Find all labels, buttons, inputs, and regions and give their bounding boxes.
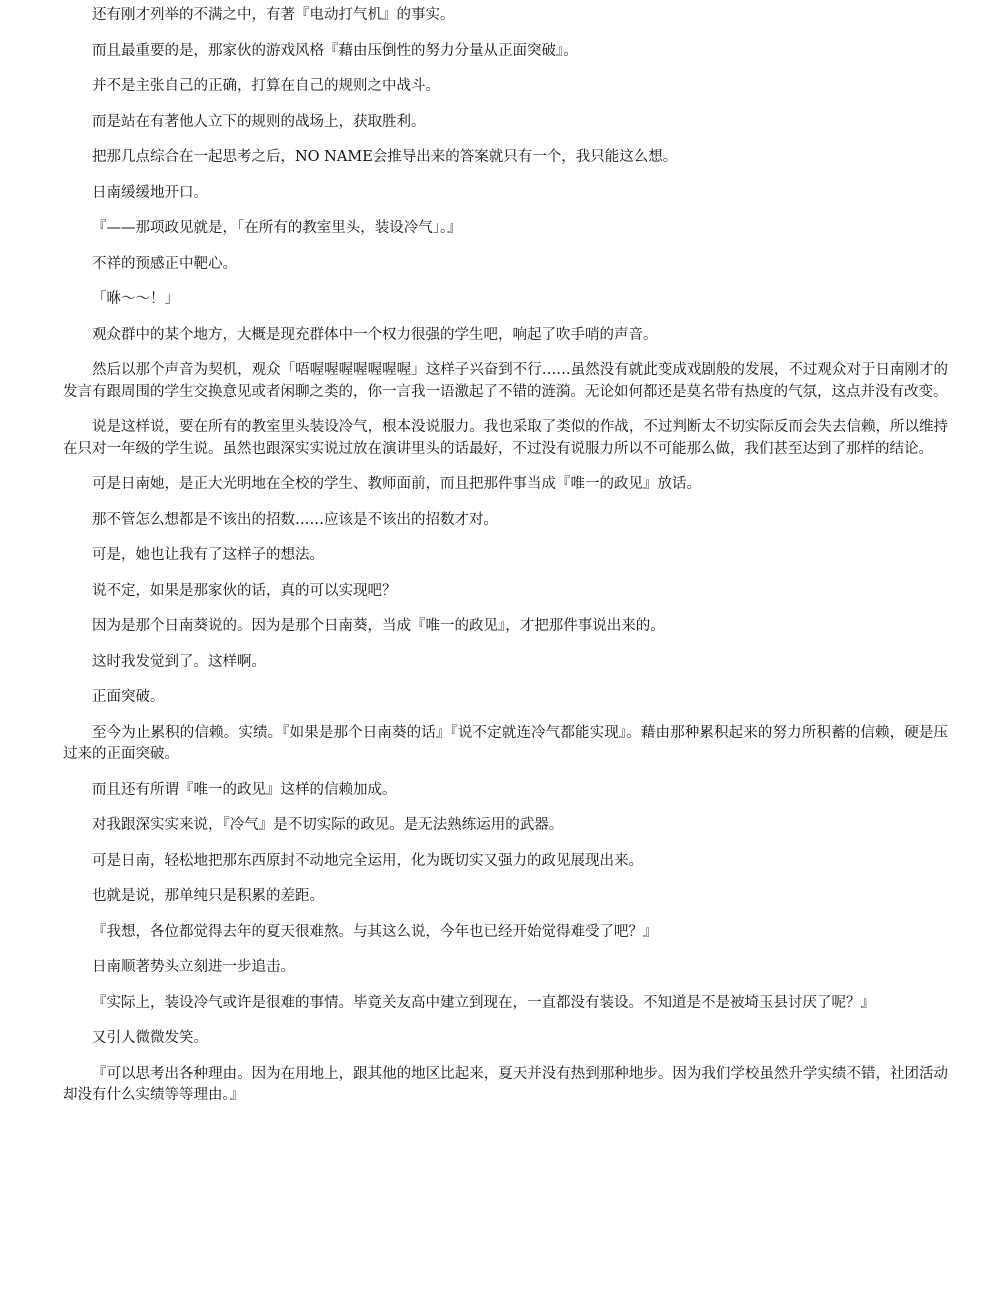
paragraph: 观众群中的某个地方，大概是现充群体中一个权力很强的学生吧，响起了吹手哨的声音。 [92, 326, 658, 343]
paragraph: 而且最重要的是，那家伙的游戏风格『藉由压倒性的努力分量从正面突破』。 [92, 42, 578, 59]
paragraph: 也就是说，那单纯只是积累的差距。 [92, 888, 324, 904]
paragraph: 并不是主张自己的正确，打算在自己的规则之中战斗。 [92, 78, 440, 94]
paragraph: 这时我发觉到了。这样啊。 [92, 653, 266, 670]
paragraph: 还有刚才列举的不满之中，有著『电动打气机』的事实。 [92, 7, 455, 23]
paragraph: 说不定，如果是那家伙的话，真的可以实现吧？ [92, 582, 397, 599]
paragraph: 把那几点综合在一起思考之后，NO NAME会推导出来的答案就只有一个，我只能这么想。 [92, 149, 678, 165]
paragraph: 『我想，各位都觉得去年的夏天很难熬。与其这么说，今年也已经开始觉得难受了吧？』 [92, 923, 658, 940]
paragraph: 又引人微微发笑。 [92, 1030, 208, 1046]
paragraph: 可是日南，轻松地把那东西原封不动地完全运用，化为既切实又强力的政见展现出来。 [92, 852, 643, 869]
paragraph: 『——那项政见就是，「在所有的教室里头，装设冷气」。』 [92, 220, 462, 236]
paragraph: 不祥的预感正中靶心。 [92, 255, 237, 272]
paragraph: 『可以思考出各种理由。因为在用地上，跟其他的地区比起来，夏天并没有热到那种地步。因为我们学校虽然升学实绩不错，社团活动却没有什么实绩等等理由。』 [63, 1065, 948, 1103]
paragraph: 可是日南她，是正大光明地在全校的学生、教师面前，而且把那件事当成『唯一的政见』放话。 [92, 476, 701, 492]
paragraph: 可是，她也让我有了这样子的想法。 [92, 547, 324, 563]
paragraph: 然后以那个声音为契机，观众「唔喔喔喔喔喔喔喔」这样子兴奋到不行……虽然没有就此变成戏剧般的发展，不过观众对于日南刚才的发言有跟周围的学生交换意见或者闲聊之类的，你一言我一语激起了不错的涟漪。无论如何都还是莫名带有热度的气氛，这点并没有改变。 [63, 362, 948, 400]
paragraph: 「咻～～！」 [92, 291, 179, 307]
paragraph: 正面突破。 [92, 689, 165, 705]
paragraph: 对我跟深实实来说，『冷气』是不切实际的政见。是无法熟练运用的武器。 [92, 817, 564, 833]
document-page [63, 5, 948, 1121]
paragraph: 日南缓缓地开口。 [92, 184, 208, 201]
paragraph: 『实际上，装设冷气或许是很难的事情。毕竟关友高中建立到现在，一直都没有装设。不知道是不是被埼玉县讨厌了呢？』 [92, 994, 875, 1011]
paragraph: 说是这样说，要在所有的教室里头装设冷气，根本没说服力。我也采取了类似的作战，不过判断太不切实际反而会失去信赖，所以维持在只对一年级的学生说。虽然也跟深实实说过放在演讲里头的话最好，不过没有说服力所以不可能那么做，我们甚至达到了那样的结论。 [63, 419, 948, 457]
paragraph: 而且还有所谓『唯一的政见』这样的信赖加成。 [92, 781, 397, 798]
paragraph: 至今为止累积的信赖。实绩。『如果是那个日南葵的话』『说不定就连冷气都能实现』。藉由那种累积起来的努力所积蓄的信赖，硬是压过来的正面突破。 [63, 724, 948, 762]
paragraph: 那不管怎么想都是不该出的招数……应该是不该出的招数才对。 [92, 511, 498, 528]
paragraph: 因为是那个日南葵说的。因为是那个日南葵，当成『唯一的政见』，才把那件事说出来的。 [92, 618, 665, 634]
paragraph: 日南顺著势头立刻进一步追击。 [92, 959, 295, 975]
paragraph: 而是站在有著他人立下的规则的战场上，获取胜利。 [92, 113, 426, 130]
